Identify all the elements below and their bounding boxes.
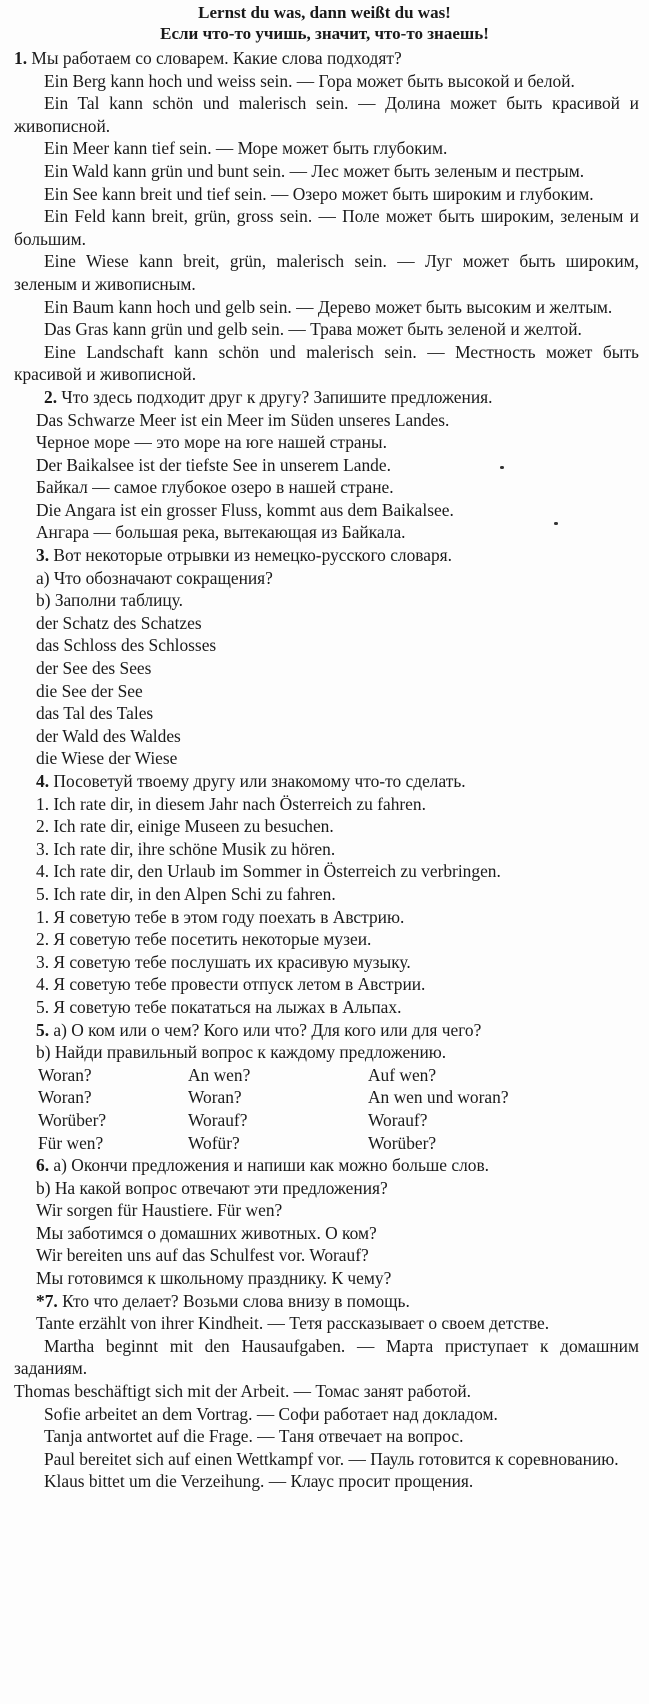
title-german: Lernst du was, dann weißt du was! [198,3,451,22]
ex7-line: Tante erzählt von ihrer Kindheit. — Тетя рассказывает о своем детстве. [36,1313,550,1334]
ex7-task: Кто что делает? Возьми слова внизу в помощь. [62,1290,410,1311]
ex3-line: der Wald des Waldes [36,725,181,746]
ex3-line: das Tal des Tales [36,703,154,724]
ex2-line: Das Schwarze Meer ist ein Meer im Süden unseres Landes. [36,409,450,430]
ex1-line: Das Gras kann grün und gelb sein. — Трава может быть зеленой и желтой. [44,319,582,340]
ex6-line: Мы заботимся о домашних животных. О ком? [36,1222,377,1243]
question-cell: Worüber? [368,1132,437,1153]
page-body [14,47,639,1493]
ex1-line: Eine Landschaft kann schön und malerisch sein. — Местность может быть красивой и живописной. [14,341,639,385]
ex4-line: 5. Ich rate dir, in den Alpen Schi zu fahren. [36,883,336,904]
ex4-line: 3. Ich rate dir, ihre schöne Musik zu hören. [36,838,336,859]
question-cell: Wofür? [188,1132,240,1153]
ex4-line: 3. Я советую тебе послушать их красивую музыку. [36,951,411,972]
ex2-heading [14,386,639,409]
ex2-line: Der Baikalsee ist der tiefste See in unserem Lande. [36,454,391,475]
scan-speck [554,522,558,525]
ex2-line: Ангара — большая река, вытекающая из Байкала. [36,522,406,543]
ex4-task: Посоветуй твоему другу или знакомому что-то сделать. [53,771,466,791]
ex6-line: Wir sorgen für Haustiere. Für wen? [36,1200,283,1221]
scan-speck [500,466,504,469]
ex3-number: 3. [36,545,50,566]
ex1-heading [14,47,639,70]
ex1-number: 1. [14,48,28,68]
ex1-line: Ein Wald kann grün und bunt sein. — Лес может быть зеленым и пестрым. [44,160,585,181]
ex3-sub-a: а) Что обозначают сокращения? [36,567,273,588]
ex4-line: 4. Я советую тебе провести отпуск летом в Австрии. [36,974,426,995]
title-russian: Если что-то учишь, значит, что-то знаешь! [160,24,489,43]
ex5-task: а) О ком или о чем? Кого или что? Для кого или для чего? [53,1019,482,1040]
question-cell: Worüber? [38,1109,107,1130]
question-cell: Worauf? [188,1109,248,1130]
ex7-line: Paul bereitet sich auf einen Wettkampf vor. — Пауль готовится к соревнованию. [44,1448,619,1469]
ex1-line: Ein Meer kann tief sein. — Море может быть глубоким. [44,138,448,159]
ex6-heading [14,1154,639,1177]
ex3-line: der Schatz des Schatzes [36,612,202,633]
ex3-line: die See der See [36,680,143,701]
question-cell: Worauf? [368,1109,428,1130]
ex2-line: Байкал — самое глубокое озеро в нашей стране. [36,477,394,498]
ex2-line: Die Angara ist ein grosser Fluss, kommt aus dem Baikalsee. [36,499,454,520]
ex5-number: 5. [36,1019,50,1040]
ex3-line: die Wiese der Wiese [36,748,178,769]
question-cell: An wen? [188,1064,251,1085]
ex7-number: *7. [36,1290,58,1311]
ex6-task: а) Окончи предложения и напиши как можно больше слов. [53,1155,490,1176]
ex1-line: Ein Baum kann hoch und gelb sein. — Дерево может быть высоким и желтым. [44,296,613,317]
ex3-task: Вот некоторые отрывки из немецко-русского словаря. [53,545,453,566]
ex4-number: 4. [36,771,50,791]
ex3-heading [14,544,639,567]
ex4-line: 4. Ich rate dir, den Urlaub im Sommer in Österreich zu verbringen. [36,861,501,882]
ex6-line: Мы готовимся к школьному празднику. К чему? [36,1268,392,1289]
ex7-line: Sofie arbeitet an dem Vortrag. — Софи работает над докладом. [44,1403,498,1424]
ex2-number: 2. [44,386,58,407]
ex4-line: 1. Я советую тебе в этом году поехать в Австрию. [36,906,405,927]
ex2-task: Что здесь подходит друг к другу? Запишите предложения. [61,386,493,407]
ex6-sub-b: b) На какой вопрос отвечают эти предложения? [36,1177,388,1198]
ex7-line: Tanja antwortet auf die Frage. — Таня отвечает на вопрос. [44,1426,464,1447]
ex6-line: Wir bereiten uns auf das Schulfest vor. Worauf? [36,1245,369,1266]
ex4-line: 5. Я советую тебе покататься на лыжах в Альпах. [36,996,402,1017]
ex5-question-grid [14,1064,639,1154]
ex4-heading [14,770,639,793]
ex4-line: 2. Ich rate dir, einige Museen zu besuchen. [36,816,334,837]
question-cell: Auf wen? [368,1064,437,1085]
question-cell: Woran? [38,1064,92,1085]
question-cell: Für wen? [38,1132,104,1153]
ex5-heading [14,1019,639,1042]
ex7-line: Klaus bittet um die Verzeihung. — Клаус просит прощения. [44,1471,474,1492]
ex1-line: Ein Tal kann schön und malerisch sein. — Долина может быть красивой и живописной. [14,93,639,136]
question-cell: Woran? [188,1087,242,1108]
ex6-number: 6. [36,1155,50,1176]
ex3-line: das Schloss des Schlosses [36,635,217,656]
ex7-line: Thomas beschäftigt sich mit der Arbeit. — Томас занят работой. [14,1381,472,1402]
ex4-line: 1. Ich rate dir, in diesem Jahr nach Österreich zu fahren. [36,793,426,814]
ex1-line: Ein See kann breit und tief sein. — Озеро может быть широким и глубоким. [44,183,594,204]
question-cell: Woran? [38,1087,92,1108]
ex1-line: Ein Feld kann breit, grün, gross sein. — Поле может быть широким, зеленым и большим. [14,206,639,249]
ex1-task: Мы работаем со словарем. Какие слова подходят? [31,48,402,68]
question-cell: An wen und woran? [368,1087,509,1108]
ex7-line: Martha beginnt mit den Hausaufgaben. — Марта приступает к домашним заданиям. [14,1335,639,1379]
page-title [0,0,649,44]
ex7-heading [14,1290,639,1313]
ex5-sub-b: b) Найди правильный вопрос к каждому предложению. [36,1042,447,1063]
ex1-line: Ein Berg kann hoch und weiss sein. — Гора может быть высокой и белой. [44,70,575,91]
ex1-line: Eine Wiese kann breit, grün, malerisch sein. — Луг может быть широким, зеленым и живописным. [14,251,639,294]
ex3-sub-b: b) Заполни таблицу. [36,590,183,611]
ex4-line: 2. Я советую тебе посетить некоторые музеи. [36,929,372,950]
ex2-line: Черное море — это море на юге нашей страны. [36,432,387,453]
ex3-line: der See des Sees [36,658,152,679]
